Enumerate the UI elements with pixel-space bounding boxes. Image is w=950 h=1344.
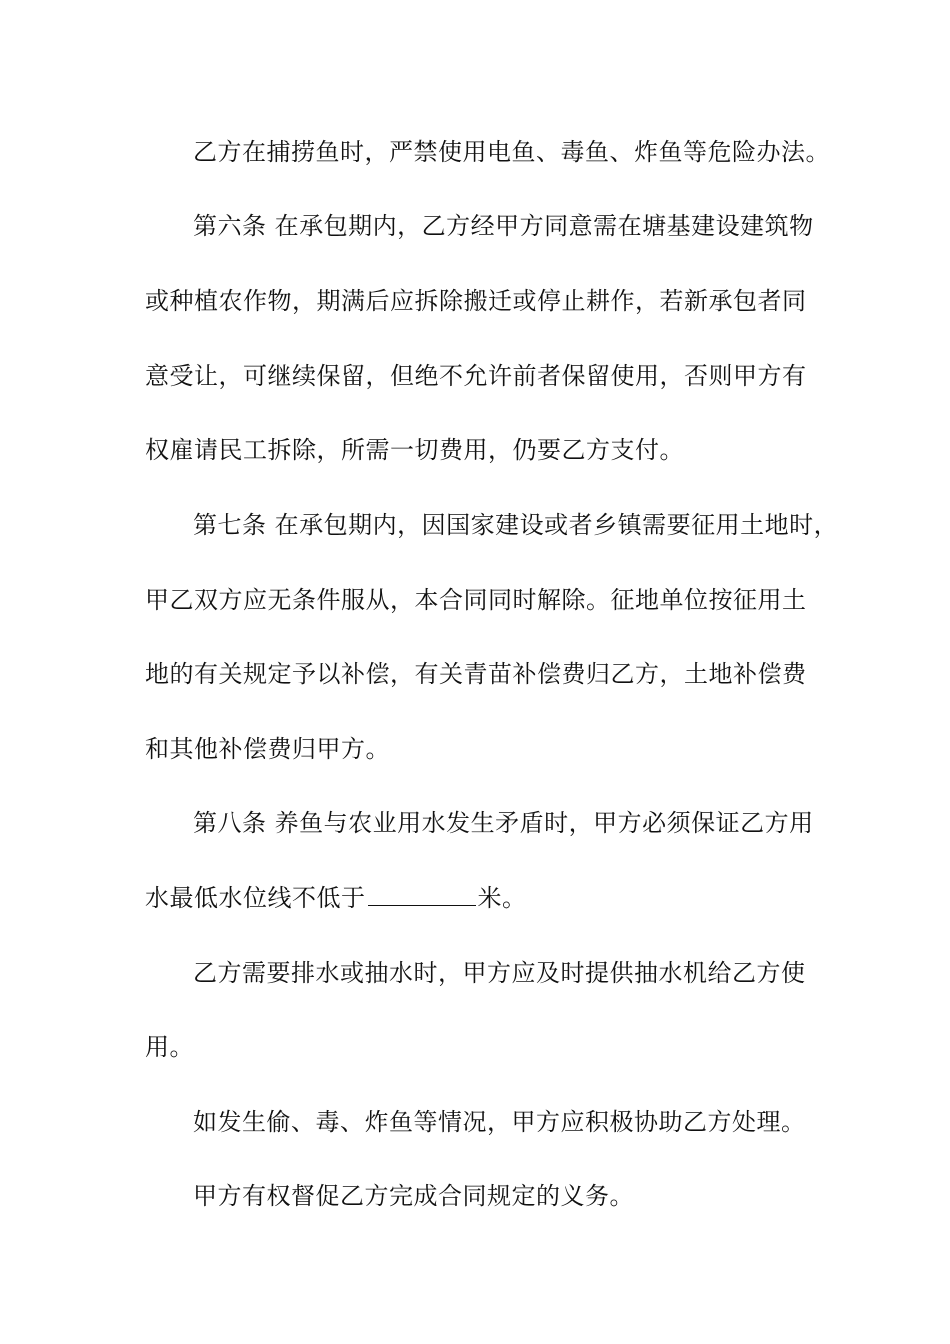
paragraph-line: 意受让，可继续保留，但绝不允许前者保留使用，否则甲方有 <box>145 362 807 390</box>
paragraph-line: 地的有关规定予以补偿，有关青苗补偿费归乙方，土地补偿费 <box>145 660 807 688</box>
water-level-text-before: 水最低水位线不低于 <box>145 884 366 912</box>
paragraph-line: 乙方需要排水或抽水时，甲方应及时提供抽水机给乙方使 <box>193 959 806 987</box>
paragraph-line: 甲乙双方应无条件服从，本合同同时解除。征地单位按征用土 <box>145 586 807 614</box>
paragraph-line: 乙方在捕捞鱼时，严禁使用电鱼、毒鱼、炸鱼等危险办法。 <box>193 138 830 166</box>
paragraph-line: 和其他补偿费归甲方。 <box>145 735 390 763</box>
article-6-heading-line: 第六条 在承包期内，乙方经甲方同意需在塘基建设建筑物 <box>193 212 814 240</box>
article-7-heading-line: 第七条 在承包期内，因国家建设或者乡镇需要征用土地时， <box>193 511 839 539</box>
paragraph-line: 用。 <box>145 1033 194 1061</box>
water-level-blank-field <box>368 883 476 906</box>
water-level-line <box>145 883 825 913</box>
article-8-heading-line: 第八条 养鱼与农业用水发生矛盾时，甲方必须保证乙方用 <box>193 809 814 837</box>
paragraph-line: 甲方有权督促乙方完成合同规定的义务。 <box>193 1182 634 1210</box>
paragraph-line: 如发生偷、毒、炸鱼等情况，甲方应积极协助乙方处理。 <box>193 1108 806 1136</box>
paragraph-line: 权雇请民工拆除，所需一切费用，仍要乙方支付。 <box>145 436 684 464</box>
paragraph-line: 或种植农作物，期满后应拆除搬迁或停止耕作，若新承包者同 <box>145 287 807 315</box>
water-level-text-after: 米。 <box>477 884 527 912</box>
